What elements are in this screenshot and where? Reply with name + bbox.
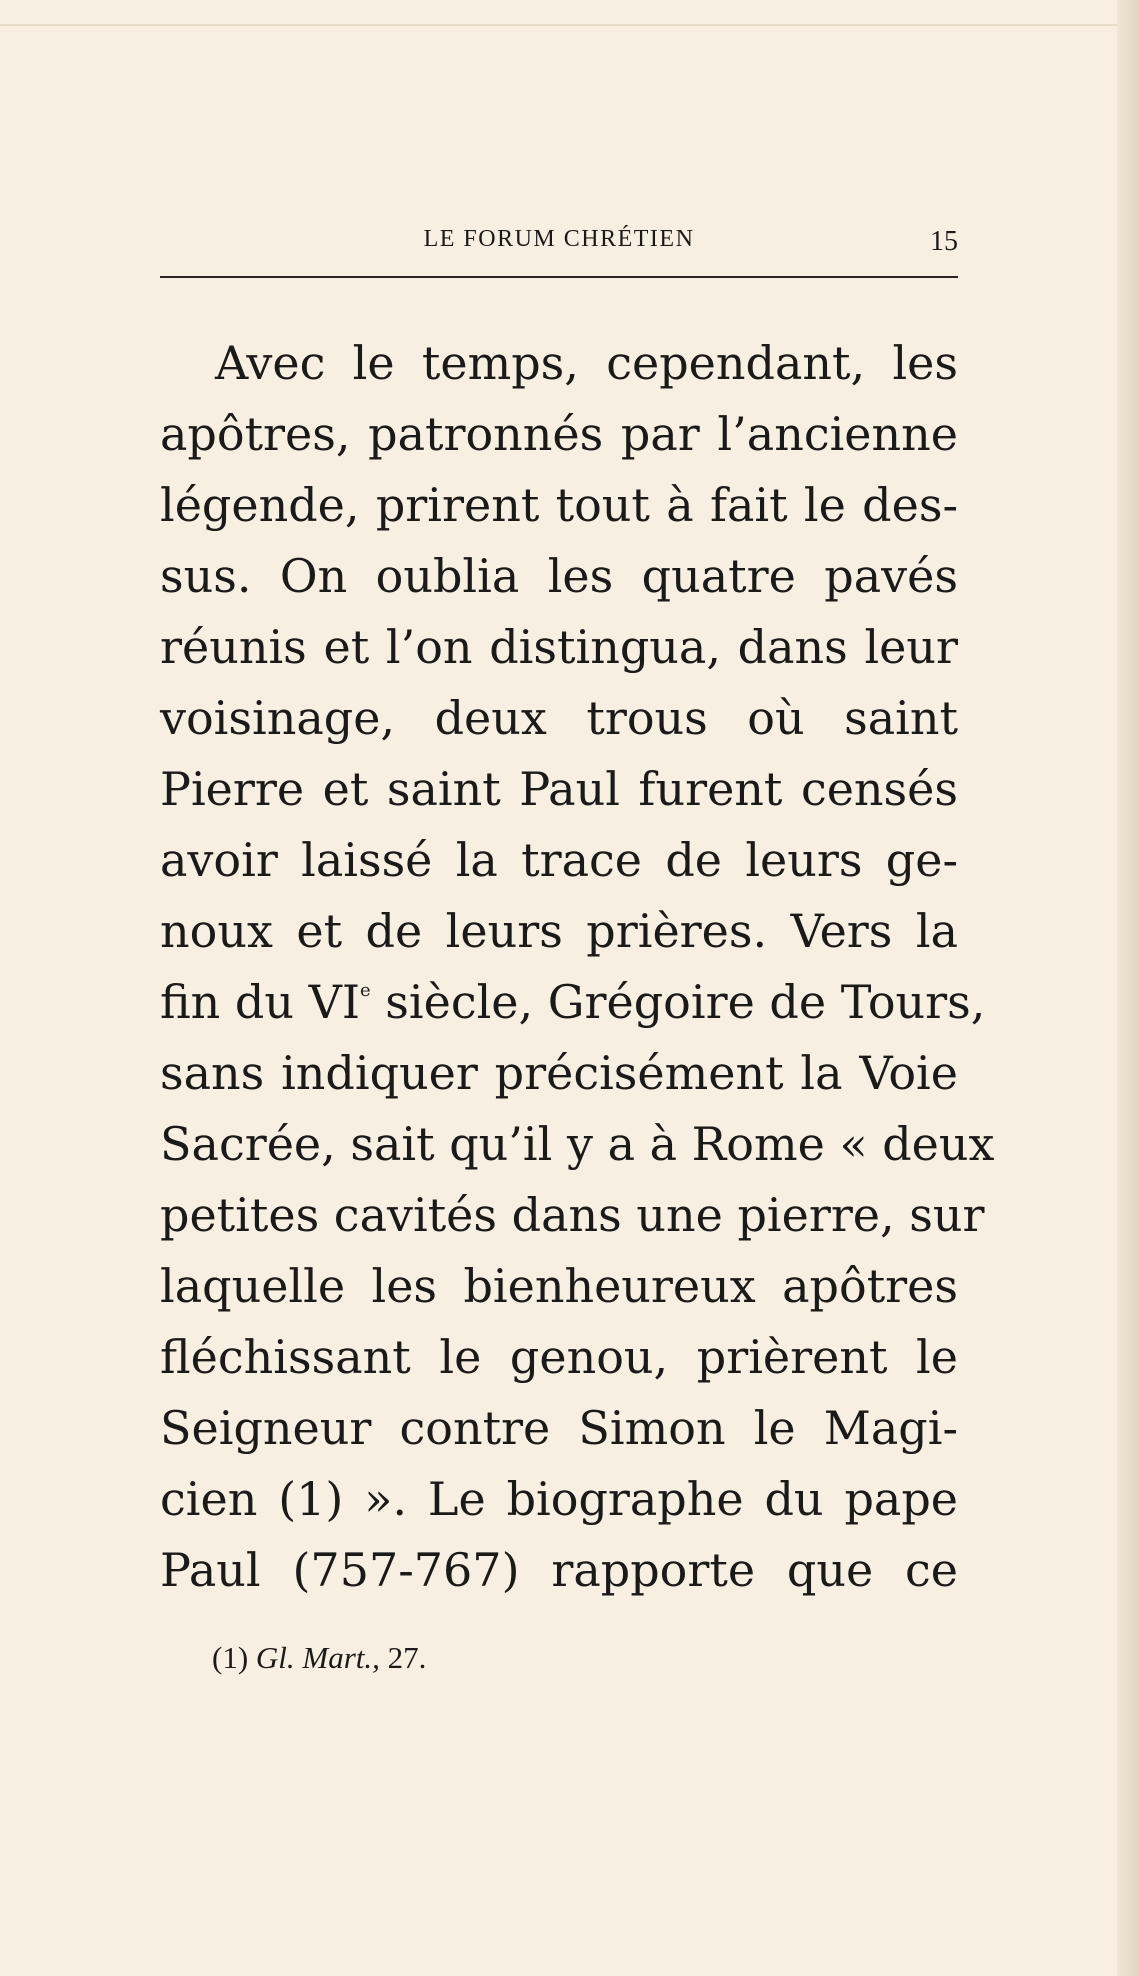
running-title: LE FORUM CHRÉTIEN: [423, 226, 695, 252]
body-paragraph: [160, 328, 995, 1606]
footnote-reference: Gl. Mart.,: [255, 1640, 380, 1675]
footnote-page: 27.: [387, 1640, 427, 1675]
ordinal-superscript: e: [360, 980, 371, 1001]
text-line: Avec le temps, cependant, les: [215, 336, 958, 390]
text-line-part: siècle, Grégoire de Tours,: [370, 975, 986, 1029]
text-line: noux et de leurs prières. Vers la: [160, 904, 958, 958]
text-line-with-superscript: [160, 967, 986, 1038]
text-line: cien (1) ». Le biographe du pape: [160, 1472, 958, 1526]
text-line: petites cavités dans une pierre, sur: [160, 1188, 985, 1242]
text-line: Sacrée, sait qu’il y a à Rome « deux: [160, 1117, 995, 1171]
page-top-edge: [0, 24, 1139, 26]
text-line: apôtres, patronnés par l’ancienne: [160, 407, 958, 461]
page-number: 15: [930, 226, 958, 257]
page-header: [160, 226, 958, 266]
text-line: sans indiquer précisément la Voie: [160, 1046, 958, 1100]
text-line: légende, prirent tout à fait le des-: [160, 478, 958, 532]
text-line-part: fin du VI: [160, 975, 361, 1029]
text-line: sus. On oublia les quatre pavés: [160, 549, 958, 603]
text-line: Seigneur contre Simon le Magi-: [160, 1401, 958, 1455]
text-line: laquelle les bienheureux apôtres: [160, 1259, 958, 1313]
footnote: [212, 1640, 426, 1676]
text-line: réunis et l’on distingua, dans leur: [160, 620, 958, 674]
page-right-edge: [1117, 0, 1139, 1976]
header-rule: [160, 276, 958, 278]
text-line: fléchissant le genou, prièrent le: [160, 1330, 958, 1384]
text-line: Pierre et saint Paul furent censés: [160, 762, 958, 816]
text-line: voisinage, deux trous où saint: [160, 691, 958, 745]
footnote-number: (1): [212, 1640, 249, 1675]
text-line: Paul (757-767) rapporte que ce: [160, 1543, 958, 1597]
text-line: avoir laissé la trace de leurs ge-: [160, 833, 958, 887]
